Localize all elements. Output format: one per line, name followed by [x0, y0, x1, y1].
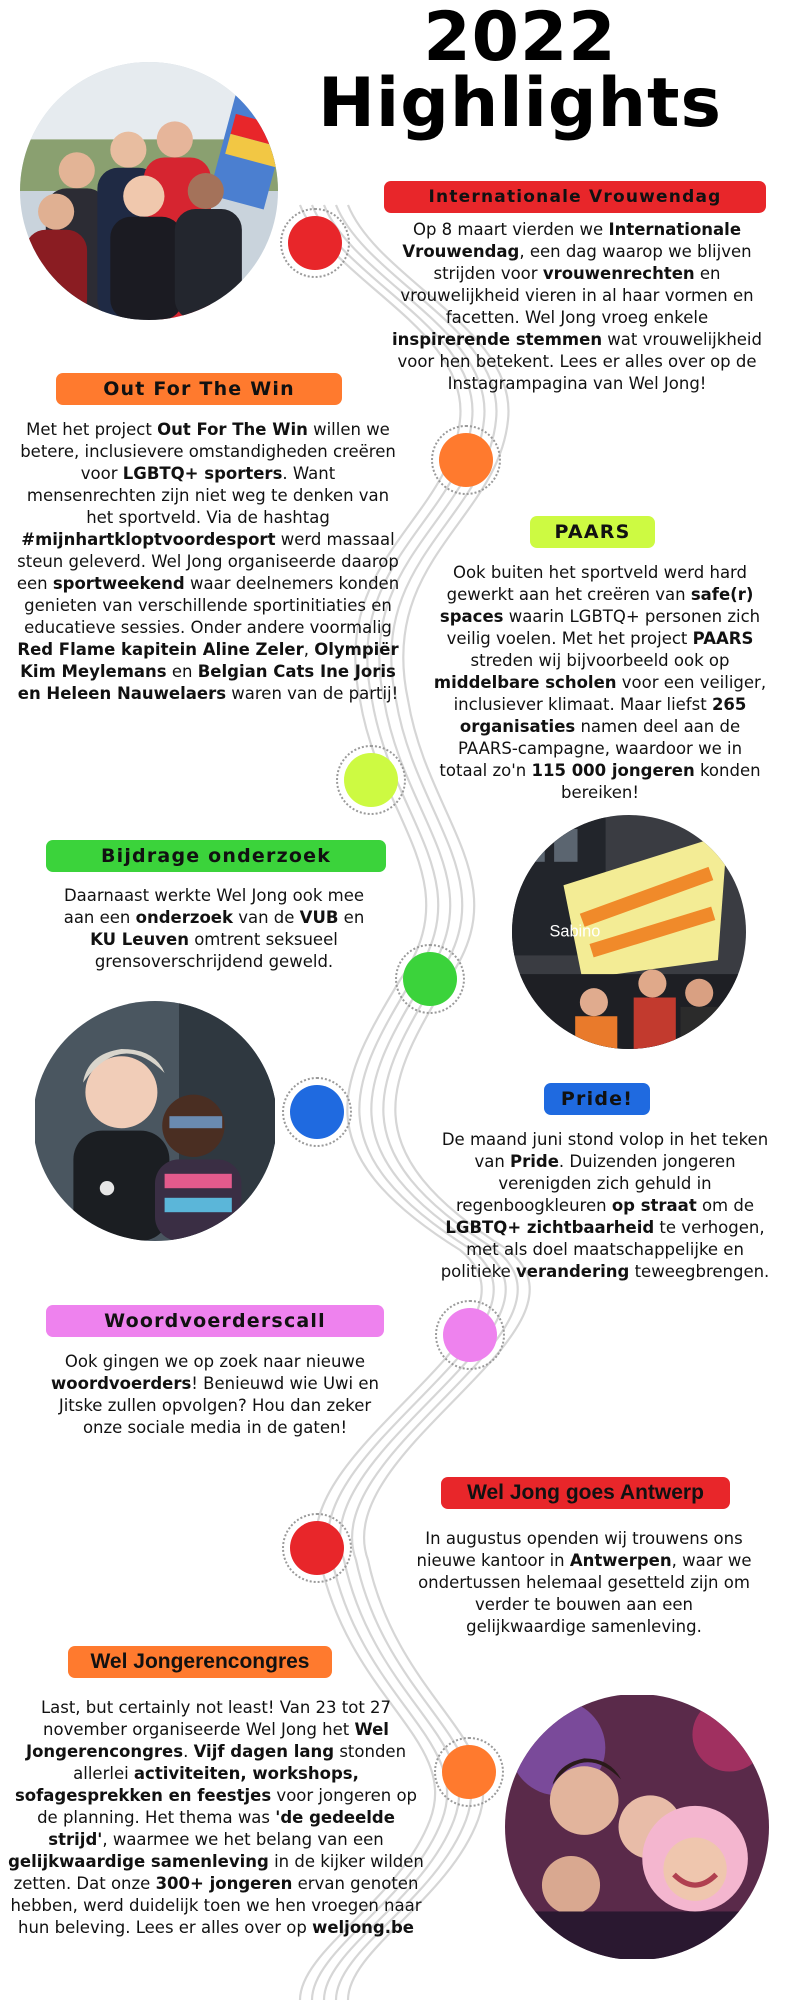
bold-text: PAARS [692, 629, 754, 648]
bold-text: 115 000 jongeren [531, 761, 695, 780]
shop-sign: Sabino [549, 922, 601, 941]
heading-antwerp: Wel Jong goes Antwerp [441, 1477, 730, 1509]
text-run: en [338, 908, 365, 927]
pride-flag-photo-icon [512, 815, 746, 1049]
bold-text: onderzoek [135, 908, 233, 927]
text-run: Last, but certainly not least! Van 23 tot 27 november organiseerde Wel Jong het [40, 1698, 392, 1739]
bold-text: middelbare scholen [433, 673, 617, 692]
text-run: voor jongeren op de planning. Het thema was [37, 1786, 418, 1827]
text-run: streden wij bijvoorbeeld ook op [470, 651, 730, 670]
bold-text: op straat [611, 1196, 697, 1215]
text-run: te verhogen, met als doel maatschappelijke en politieke [440, 1218, 765, 1281]
bold-text: Belgian Cats Ine Joris en Heleen Nauwelaers [17, 662, 396, 703]
timeline-dot-red-1 [288, 216, 342, 270]
timeline-dot-orange-2 [442, 1745, 496, 1799]
text-antwerp [414, 1528, 754, 1638]
text-run: De maand juni stond volop in het teken van [441, 1130, 769, 1171]
text-run: Op 8 maart vierden we [412, 220, 609, 239]
title-highlights: Highlights [318, 64, 722, 143]
bold-text: Olympiër Kim Meylemans [20, 640, 399, 681]
text-run: om de [696, 1196, 755, 1215]
text-run: Daarnaast werkte Wel Jong ook mee aan een [63, 886, 365, 927]
two-people-photo-icon [33, 1001, 277, 1241]
bold-text: #mijnhartkloptvoordesport [21, 530, 276, 549]
text-run: . [183, 1742, 194, 1761]
text-run: , waar we ondertussen helemaal gesetteld zijn om verder te bouwen aan een gelijkwaardige samenleving. [418, 1551, 752, 1636]
heading-pride: Pride! [544, 1083, 650, 1115]
photo-pride-flag [512, 815, 746, 1049]
text-run: . Want mensenrechten zijn niet weg te denken van het sportveld. Via de hashtag [26, 464, 390, 527]
bold-text: verandering [516, 1262, 630, 1281]
bold-text: vrouwenrechten [542, 264, 695, 283]
bold-text: VUB [299, 908, 339, 927]
timeline-dot-green [403, 952, 457, 1006]
text-run: omtrent seksueel grensoverschrijdend geweld. [94, 930, 338, 971]
text-pride [440, 1129, 770, 1283]
heading-onderzoek: Bijdrage onderzoek [46, 840, 386, 872]
text-vrouwendag [392, 219, 762, 395]
text-run: namen deel aan de PAARS-campagne, waardoor we in totaal zo'n [439, 717, 743, 780]
bold-text: Vijf dagen lang [193, 1742, 335, 1761]
text-congres [8, 1697, 424, 1939]
bold-text: 'de gedeelde strijd' [48, 1808, 395, 1849]
text-run: waren van de partij! [226, 684, 399, 703]
heading-outforthewin: Out For The Win [56, 373, 342, 405]
bold-text: Antwerpen [569, 1551, 672, 1570]
heading-woordvoerders: Woordvoerderscall [46, 1305, 384, 1337]
photo-group [20, 62, 278, 320]
timeline-dot-blue [290, 1085, 344, 1139]
text-run: werd massaal steun geleverd. Wel Jong organiseerde daarop een [16, 530, 399, 593]
title-year: 2022 [423, 0, 617, 77]
bold-text: sportweekend [52, 574, 185, 593]
bold-text: gelijkwaardige samenleving [8, 1852, 269, 1871]
bold-text: KU Leuven [90, 930, 189, 949]
text-outforthewin [16, 419, 400, 705]
bold-text: Pride [510, 1152, 559, 1171]
timeline-dot-lime [344, 753, 398, 807]
text-run: willen we betere, inclusievere omstandigheden creëren voor [20, 420, 396, 483]
bold-text: Wel Jongerencongres [25, 1720, 389, 1761]
text-woordvoerders [50, 1351, 380, 1439]
text-run: teweegbrengen. [629, 1262, 770, 1281]
text-run: Ook buiten het sportveld werd hard gewerkt aan het creëren van [446, 563, 748, 604]
bold-text: activiteiten, workshops, sofagesprekken en feestjes [14, 1764, 359, 1805]
group-photo-icon [20, 62, 278, 320]
text-run: . Duizenden jongeren verenigden zich gehuld in regenboogkleuren [455, 1152, 736, 1215]
text-run: Met het project [26, 420, 158, 439]
text-run: en vrouwelijkheid vieren in al haar vormen en facetten. Wel Jong vroeg enkele [400, 264, 754, 327]
photo-party [505, 1694, 769, 1960]
text-run: In augustus openden wij trouwens ons nieuwe kantoor in [416, 1529, 743, 1570]
text-run: voor een veiliger, inclusiever klimaat. Maar liefst [453, 673, 767, 714]
bold-text: weljong.be [312, 1918, 415, 1937]
bold-text: woordvoerders [51, 1374, 192, 1393]
bold-text: LGBTQ+ sporters [122, 464, 283, 483]
text-paars [432, 562, 768, 804]
timeline-dot-red-2 [290, 1521, 344, 1575]
text-run: , een dag waarop we blijven strijden voor [433, 242, 752, 283]
heading-paars: PAARS [530, 516, 655, 548]
text-run: ervan genoten hebben, werd duidelijk toen we hen vroegen naar hun beleving. Lees er alles over op [10, 1874, 422, 1937]
bold-text: Out For The Win [157, 420, 308, 439]
text-run: wat vrouwelijkheid voor hen betekent. Lees er alles over op de Instagrampagina van Wel Jong! [397, 330, 762, 393]
text-run: ! Benieuwd wie Uwi en Jitske zullen opvolgen? Hou dan zeker onze sociale media in de gaten! [58, 1374, 379, 1437]
text-run: in de kijker wilden zetten. Dat onze [13, 1852, 424, 1893]
bold-text: inspirerende stemmen [392, 330, 603, 349]
bold-text: LGBTQ+ zichtbaarheid [445, 1218, 655, 1237]
photo-two-people [33, 1001, 277, 1241]
bold-text: 265 organisaties [459, 695, 747, 736]
timeline-dot-orange-1 [439, 433, 493, 487]
text-run: Ook gingen we op zoek naar nieuwe [64, 1352, 366, 1371]
text-run: waarin LGBTQ+ personen zich veilig voelen. Met het project [446, 607, 761, 648]
bold-text: 300+ jongeren [155, 1874, 293, 1893]
heading-vrouwendag: Internationale Vrouwendag [384, 181, 766, 213]
bold-text: safe(r) spaces [439, 585, 754, 626]
text-run: waar deelnemers konden genieten van verschillende sportinitiaties en educatieve sessies. Onder andere voormalig [24, 574, 400, 637]
page-title [300, 0, 740, 143]
heading-congres: Wel Jongerencongres [68, 1646, 332, 1678]
text-run: , [303, 640, 315, 659]
timeline-dot-pink [443, 1308, 497, 1362]
text-run: en [166, 662, 198, 681]
text-run: konden bereiken! [561, 761, 761, 802]
text-onderzoek [50, 885, 378, 973]
bold-text: Internationale Vrouwendag [402, 220, 742, 261]
party-photo-icon [505, 1694, 769, 1960]
text-run: stonden allerlei [73, 1742, 407, 1783]
bold-text: Red Flame kapitein Aline Zeler [17, 640, 304, 659]
text-run: van de [232, 908, 300, 927]
text-run: , waarmee we het belang van een [102, 1830, 384, 1849]
